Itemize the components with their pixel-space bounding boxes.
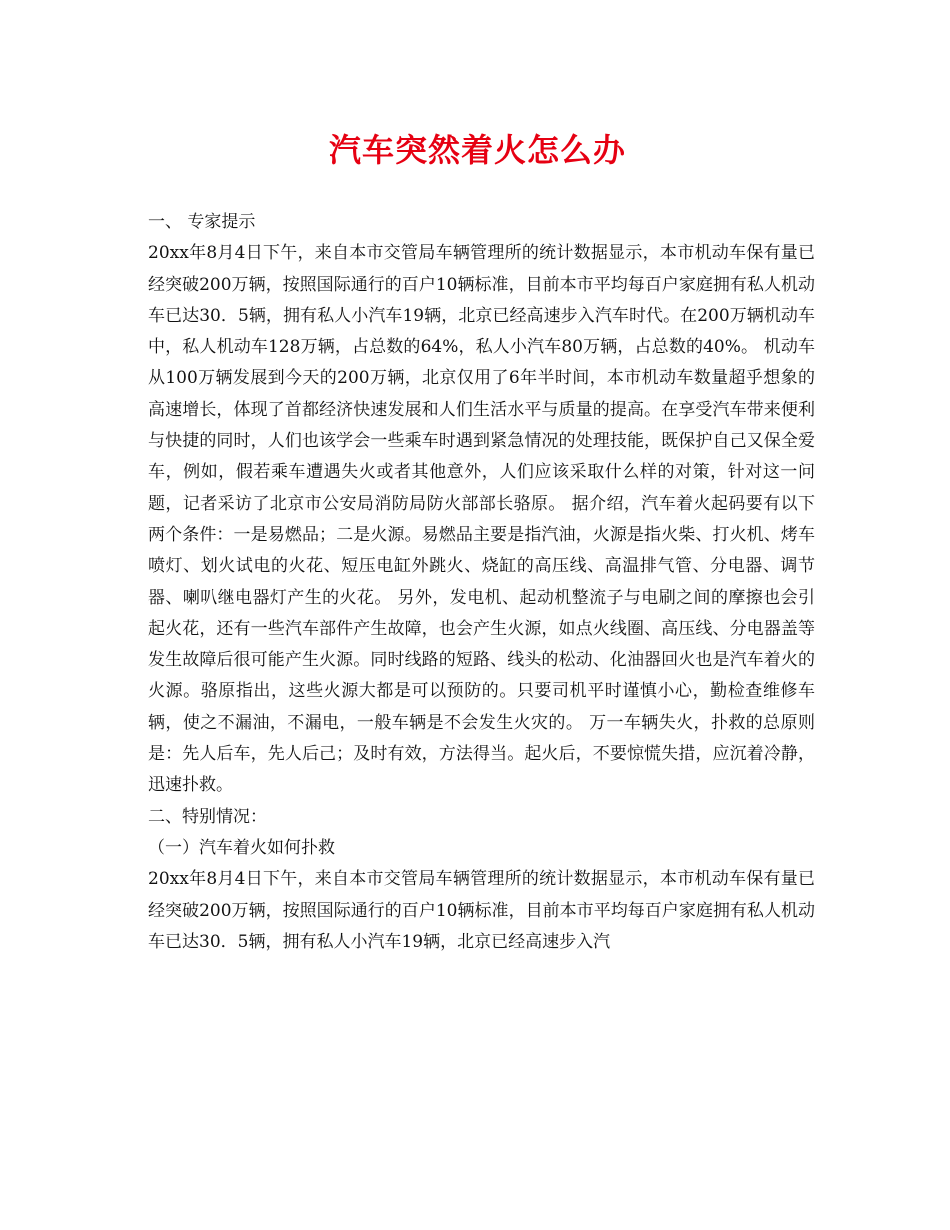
subsection-heading-car-fire-rescue: （一）汽车着火如何扑救 — [148, 837, 335, 858]
section-heading-expert-tips: 一、 专家提示 — [148, 212, 256, 232]
document-title: 汽车突然着火怎么办 — [328, 131, 626, 169]
body-paragraph-1: 20xx年8月4日下午，来自本市交管局车辆管理所的统计数据显示，本市机动车保有量已经突破200万辆，按照国际通行的百户10辆标准，目前本市平均每百户家庭拥有私人机动车已达30．5辆，拥有私人小汽车19辆，北京已经高速步入汽车时代。在200万辆机动车中，私人机动车128万辆，占总数的64%，私人小汽车80万辆，占总数的40%。 机动车从100万辆发展到今天的200万辆，北京仅用了6年半时间，本市机动车数量超乎想象的高速增长，体现了首都经济快速发展和人们生活水平与质量的提高。在享受汽车带来便利与快捷的同时，人们也该学会一些乘车时遇到紧急情况的处理技能，既保护自己又保全爱车，例如，假若乘车遭遇失火或者其他意外，人们应该采取什么样的对策，针对这一问题，记者采访了北京市公安局消防局防火部部长骆原。 据介绍，汽车着火起码要有以下两个条件：一是易燃品；二是火源。易燃品主要是指汽油，火源是指火柴、打火机、烤车喷灯、划火试电的火花、短压电缸外跳火、烧缸的高压线、高温排气管、分电器、调节器、喇叭继电器灯产生的火花。 另外，发电机、起动机整流子与电刷之间的摩擦也会引起火花，还有一些汽车部件产生故障，也会产生火源，如点火线圈、高压线、分电器盖等发生故障后很可能产生火源。同时线路的短路、线头的松动、化油器回火也是汽车着火的火源。骆原指出，这些火源大都是可以预防的。只要司机平时谨慎小心，勤检查维修车辆，使之不漏油，不漏电，一般车辆是不会发生火灾的。 万一车辆失火，扑救的总原则是：先人后车，先人后己；及时有效，方法得当。起火后，不要惊慌失措，应沉着冷静，迅速扑救。 — [148, 243, 815, 796]
section-heading-special-cases: 二、特别情况： — [148, 806, 267, 827]
body-paragraph-2: 20xx年8月4日下午，来自本市交管局车辆管理所的统计数据显示，本市机动车保有量已经突破200万辆，按照国际通行的百户10辆标准，目前本市平均每百户家庭拥有私人机动车已达30．5辆，拥有私人小汽车19辆，北京已经高速步入汽 — [148, 869, 815, 952]
